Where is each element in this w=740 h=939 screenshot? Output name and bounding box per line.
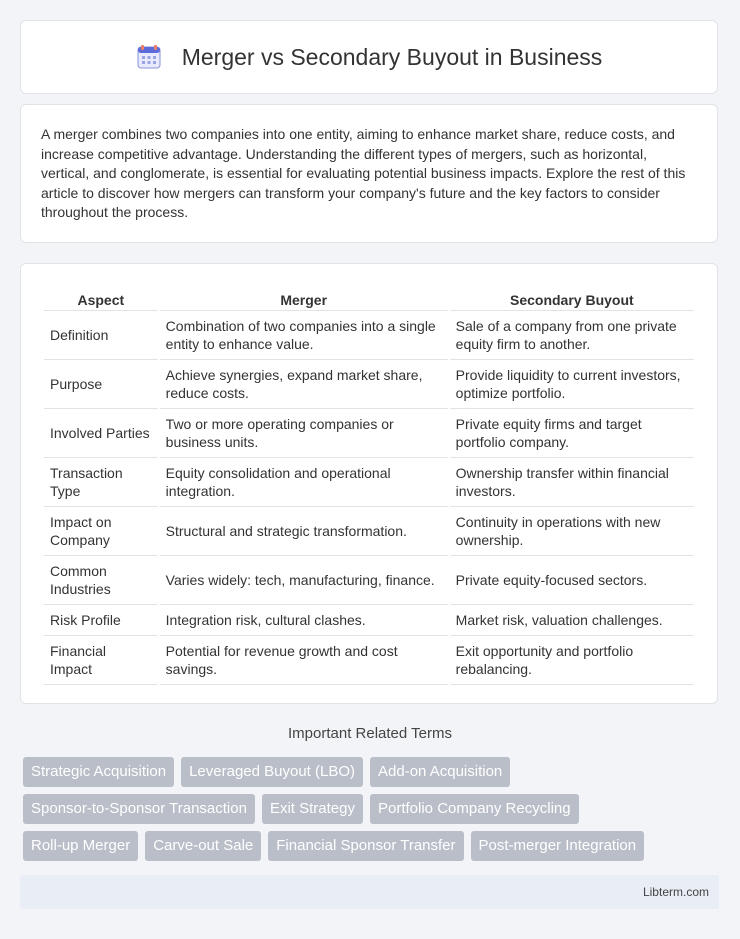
related-terms-title: Important Related Terms xyxy=(288,725,452,742)
header-secondary-buyout: Secondary Buyout xyxy=(450,284,694,311)
related-term-tag[interactable]: Add-on Acquisition xyxy=(370,757,510,787)
table-row xyxy=(44,409,694,458)
page-title: Merger vs Secondary Buyout in Business xyxy=(181,43,603,70)
related-term-tag[interactable]: Sponsor-to-Sponsor Transaction xyxy=(23,794,255,824)
table-row xyxy=(44,311,694,360)
cell-aspect: Risk Profile xyxy=(44,605,158,636)
intro-text: A merger combines two companies into one entity, aiming to enhance market share, reduce costs, and increase competitive advantage. Understanding the different types of mergers, such as horizontal, vertical, and conglomerate, is essential for evaluating potential business impacts. Explore the rest of this article to discover how mergers can transform your company's future and the key factors to consider throughout the process. xyxy=(41,126,686,220)
table-row xyxy=(44,507,694,556)
cell-aspect: Involved Parties xyxy=(44,409,158,458)
table-row xyxy=(44,636,694,685)
intro-card xyxy=(20,104,718,243)
header-card xyxy=(20,20,718,94)
cell-buyout: Continuity in operations with new ownership. xyxy=(450,507,694,556)
related-term-tag[interactable]: Leveraged Buyout (LBO) xyxy=(181,757,363,787)
related-term-tag[interactable]: Exit Strategy xyxy=(262,794,363,824)
related-term-tag[interactable]: Portfolio Company Recycling xyxy=(370,794,579,824)
cell-merger: Potential for revenue growth and cost savings. xyxy=(160,636,448,685)
table-row xyxy=(44,605,694,636)
related-term-tag[interactable]: Carve-out Sale xyxy=(145,831,261,861)
cell-aspect: Definition xyxy=(44,311,158,360)
footer xyxy=(20,875,719,909)
cell-buyout: Private equity-focused sectors. xyxy=(450,556,694,605)
table-row xyxy=(44,458,694,507)
cell-buyout: Ownership transfer within financial investors. xyxy=(450,458,694,507)
cell-buyout: Exit opportunity and portfolio rebalancing. xyxy=(450,636,694,685)
related-term-tag[interactable]: Financial Sponsor Transfer xyxy=(268,831,463,861)
cell-aspect: Common Industries xyxy=(44,556,158,605)
header-merger: Merger xyxy=(160,284,448,311)
cell-aspect: Transaction Type xyxy=(44,458,158,507)
cell-merger: Structural and strategic transformation. xyxy=(160,507,448,556)
cell-aspect: Financial Impact xyxy=(44,636,158,685)
cell-merger: Combination of two companies into a single entity to enhance value. xyxy=(160,311,448,360)
related-term-tag[interactable]: Strategic Acquisition xyxy=(23,757,174,787)
cell-merger: Equity consolidation and operational integration. xyxy=(160,458,448,507)
table-row xyxy=(44,360,694,409)
cell-merger: Varies widely: tech, manufacturing, finance. xyxy=(160,556,448,605)
cell-aspect: Purpose xyxy=(44,360,158,409)
related-term-tag[interactable]: Roll-up Merger xyxy=(23,831,138,861)
cell-buyout: Private equity firms and target portfolio company. xyxy=(450,409,694,458)
cell-merger: Achieve synergies, expand market share, reduce costs. xyxy=(160,360,448,409)
tag-row xyxy=(23,794,723,824)
cell-buyout: Sale of a company from one private equity firm to another. xyxy=(450,311,694,360)
cell-buyout: Provide liquidity to current investors, optimize portfolio. xyxy=(450,360,694,409)
cell-buyout: Market risk, valuation challenges. xyxy=(450,605,694,636)
header-aspect: Aspect xyxy=(44,284,158,311)
tag-row xyxy=(23,757,723,787)
table-header-row xyxy=(44,284,694,311)
related-terms-list xyxy=(23,757,723,868)
footer-site-link[interactable]: Libterm.com xyxy=(642,885,709,899)
comparison-table xyxy=(42,284,696,685)
table-row xyxy=(44,556,694,605)
tag-row xyxy=(23,831,723,861)
cell-merger: Integration risk, cultural clashes. xyxy=(160,605,448,636)
related-term-tag[interactable]: Post-merger Integration xyxy=(471,831,645,861)
comparison-table-card xyxy=(20,263,718,704)
cell-merger: Two or more operating companies or business units. xyxy=(160,409,448,458)
cell-aspect: Impact on Company xyxy=(44,507,158,556)
calendar-icon xyxy=(136,44,162,70)
